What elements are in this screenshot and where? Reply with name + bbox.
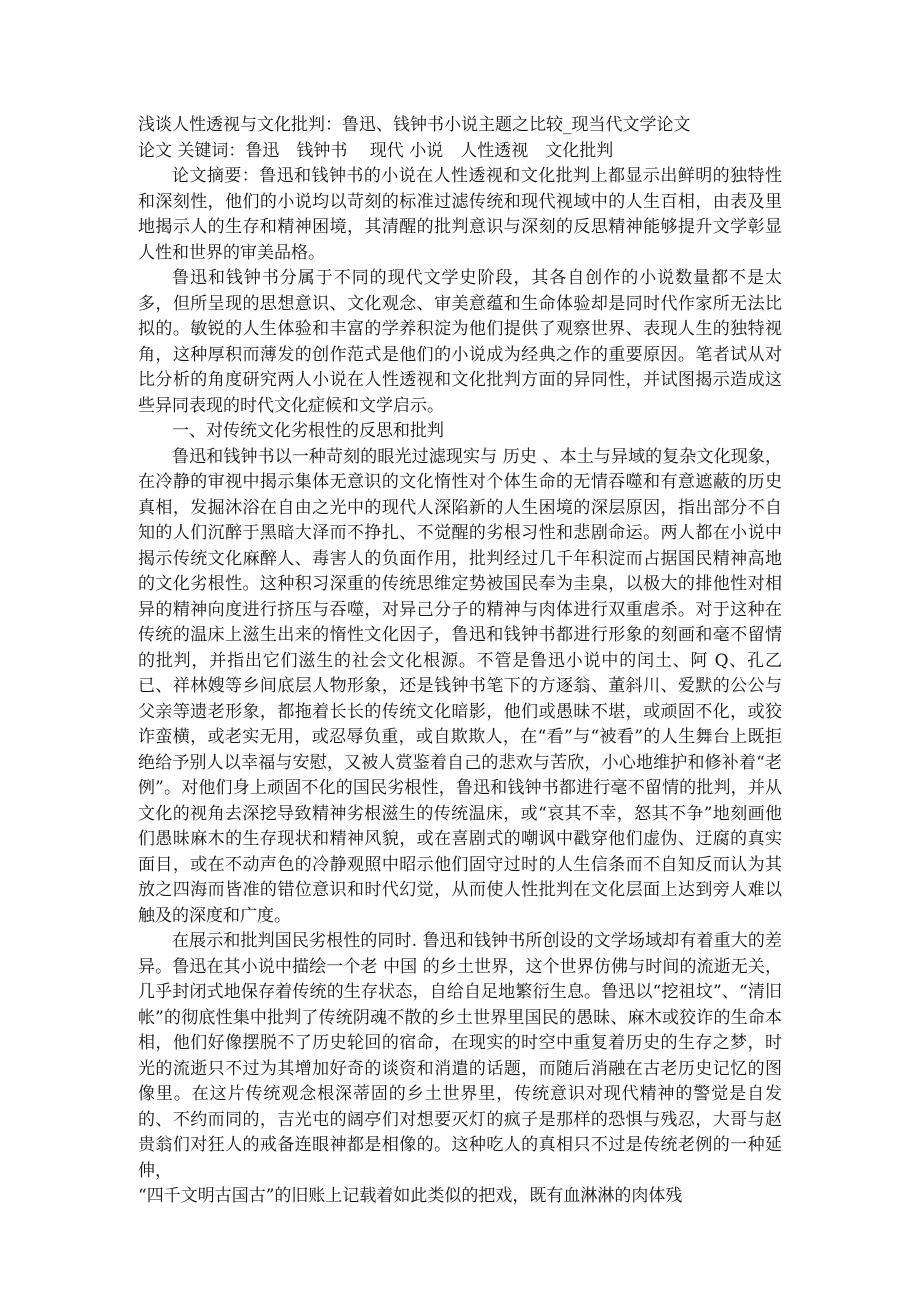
document-title: 浅谈人性透视与文化批判：鲁迅、钱钟书小说主题之比较_现当代文学论文 (138, 115, 691, 135)
body-paragraph: 在展示和批判国民劣根性的同时. 鲁迅和钱钟书所创设的文学场域却有着重大的差异。鲁迅在其小说中描绘一个老 中国 的乡土世界，这个世界仿佛与时间的流逝无关，几乎封闭式地保存着传统的生存状态，自给自足地繁衍生息。鲁迅以“挖祖坟”、“清旧帐”的彻底性集中批判了传统阴魂不散的乡土世界里国民的愚昧、麻木或狡诈的生命本相，他们好像摆脱不了历史轮回的宿命，在现实的时空中重复着历史的生存之梦，时光的流逝只不过为其增加好奇的谈资和消遣的话题，而随后消融在古老历史记忆的图像里。在这片传统观念根深蒂固的乡土世界里，传统意识对现代精神的警觉是自发的、不约而同的，吉光屯的阔亭们对想要灭灯的疯子是那样的恐惧与残忍，大哥与赵贵翁们对狂人的戒备连眼神都是相像的。这种吃人的真相只不过是传统老例的一种延伸， (138, 931, 782, 1181)
body-paragraph: 鲁迅和钱钟书以一种苛刻的眼光过滤现实与 历史 、本土与异域的复杂文化现象，在冷静的审视中揭示集体无意识的文化惰性对个体生命的无情吞噬和有意遮蔽的历史真相，发掘沐浴在自由之光中的现代人深陷新的人生困境的深层原因，指出部分不自知的人们沉醉于黑暗大泽而不挣扎、不觉醒的劣根习性和悲剧命运。两人都在小说中揭示传统文化麻醉人、毒害人的负面作用，批判经过几千年积淀而占据国民精神高地的文化劣根性。这种积习深重的传统思维定势被国民奉为圭臬，以极大的排他性对相异的精神向度进行挤压与吞噬，对异己分子的精神与肉体进行双重虐杀。对于这种在传统的温床上滋生出来的惰性文化因子，鲁迅和钱钟书都进行形象的刻画和毫不留情的批判，并指出它们滋生的社会文化根源。不管是鲁迅小说中的闰土、阿 Q、孔乙已、祥林嫂等乡间底层人物形象，还是钱钟书笔下的方逐翁、董斜川、爱默的公公与父亲等遗老形象，都拖着长长的传统文化暗影，他们或愚昧不堪，或顽固不化，或狡诈蛮横，或老实无用，或忍辱负重，或自欺欺人，在“看”与“被看”的人生舞台上既拒绝给予别人以幸福与安慰，又被人赏鉴着自己的悲欢与苦欣，小心地维护和修补着“老例”。对他们身上顽固不化的国民劣根性，鲁迅和钱钟书都进行毫不留情的批判，并从文化的视角去深挖导致精神劣根滋生的传统温床，或“哀其不幸，怒其不争”地刻画他们愚昧麻木的生存现状和精神风貌，或在喜剧式的嘲讽中戳穿他们虚伪、迂腐的真实面目，或在不动声色的冷静观照中昭示他们固守过时的人生信条而不自知反而认为其放之四海而皆准的错位意识和时代幻觉，从而使人性批判在文化层面上达到旁人难以触及的深度和广度。 (138, 446, 782, 926)
abstract-paragraph: 论文摘要：鲁迅和钱钟书的小说在人性透视和文化批判上都显示出鲜明的独特性和深刻性，他们的小说均以苛刻的标准过滤传统和现代视域中的人生百相，由表及里地揭示人的生存和精神困境，其清醒的批判意识与深刻的反思精神能够提升文学彰显人性和世界的审美品格。 (138, 166, 782, 263)
section-heading: 一、对传统文化劣根性的反思和批判 (172, 421, 444, 441)
body-paragraph-tail: “四千文明古国古”的旧账上记载着如此类似的把戏，既有血淋淋的肉体残 (138, 1186, 683, 1206)
document-page (138, 113, 782, 1210)
intro-paragraph: 鲁迅和钱钟书分属于不同的现代文学史阶段，其各自创作的小说数量都不是太多，但所呈现的思想意识、文化观念、审美意蕴和生命体验却是同时代作家所无法比拟的。敏锐的人生体验和丰富的学养积淀为他们提供了观察世界、表现人生的独特视角，这种厚积而薄发的创作范式是他们的小说成为经典之作的重要原因。笔者试从对比分析的角度研究两人小说在人性透视和文化批判方面的异同性，并试图揭示造成这些异同表现的时代文化症候和文学启示。 (138, 268, 782, 416)
keywords-line: 论文 关键词：鲁迅 钱钟书 现代 小说 人性透视 文化批判 (138, 140, 614, 161)
